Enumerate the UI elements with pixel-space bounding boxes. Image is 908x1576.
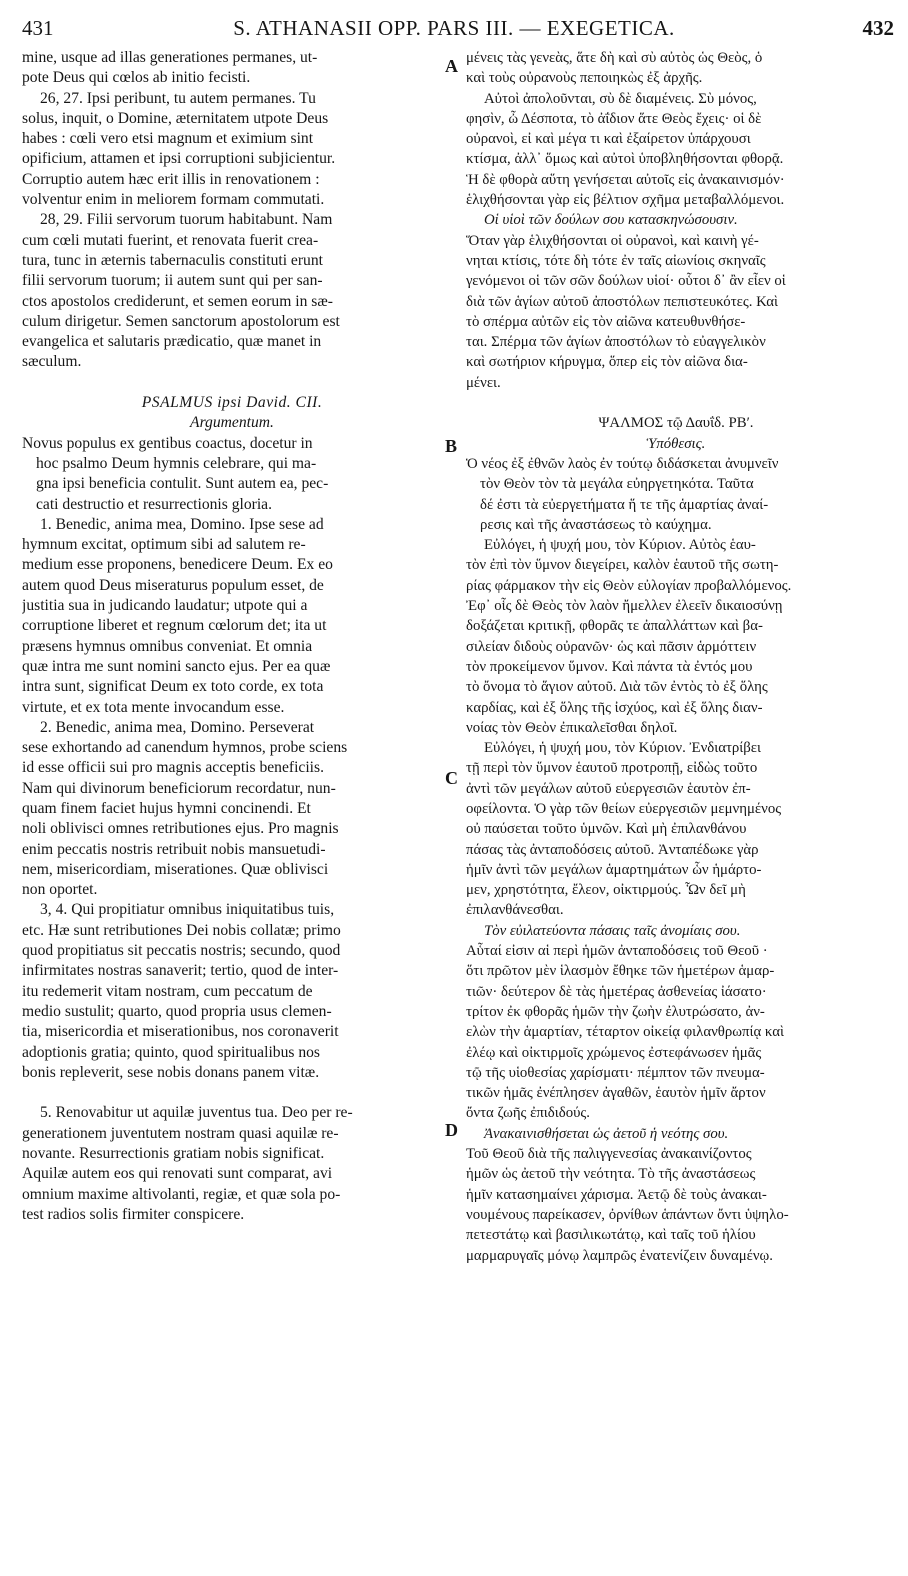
greek-psalm-heading: ΨΑΛΜΟΣ τῷ Δαυΐδ. ΡΒʹ. xyxy=(598,415,754,432)
greek-line: Ἀνακαινισθήσεται ὡς ἀετοῦ ἡ νεότης σου. xyxy=(484,1125,729,1142)
greek-line: Αὐτοὶ ἀπολοῦνται, σὺ δὲ διαμένεις. Σὺ μόνος, xyxy=(484,90,757,107)
greek-line: τὸν ἐπὶ τὸν ὕμνον διεγείρει, καλὸν ἑαυτοῦ τῆς σωτη- xyxy=(466,557,779,574)
latin-line: tia, misericordia et miserationibus, nos coronaverit xyxy=(22,1023,339,1041)
greek-line: τὸν προκείμενον ὕμνον. Καὶ πάντα τὰ ἐντός μου xyxy=(466,658,753,675)
greek-line: ἀντὶ τῶν μεγάλων αὐτοῦ εὐεργεσιῶν ἑαυτὸν ἐπ- xyxy=(466,780,751,797)
greek-line: ρεσις καὶ τῆς ἀναστάσεως τὸ καύχημα. xyxy=(480,516,712,533)
latin-line: quod propitiatus sit peccatis nostris; secundo, quod xyxy=(22,942,341,960)
greek-line: γενόμενοι οἱ τῶν σῶν δούλων υἱοί· οὗτοι δ᾽ ἂν εἶεν οἱ xyxy=(466,273,786,290)
greek-line: σιλείαν διδοὺς οὐρανῶν· ὡς καὶ πᾶσιν ἁρμόττειν xyxy=(466,638,757,655)
greek-line: νουμένους παρείκασεν, ὀρνίθων ἁπάντων ὄντι ὑψηλο- xyxy=(466,1206,789,1223)
latin-line: infirmitates nostras sanaverit; tertio, quod de inter- xyxy=(22,962,339,980)
latin-line: 5. Renovabitur ut aquilæ juventus tua. Deo per re- xyxy=(40,1104,353,1122)
latin-line: pote Deus qui cœlos ab initio fecisti. xyxy=(22,69,251,87)
greek-line: ἐπιλανθάνεσθαι. xyxy=(466,902,564,919)
greek-line: τικῶν ἡμᾶς ἐνέπλησεν ἀγαθῶν, ἑαυτὸν ἡμῖν ἄρτον xyxy=(466,1085,766,1102)
greek-line: πετεστάτῳ καὶ βασιλικωτάτῳ, καὶ ταῖς τοῦ ἡλίου xyxy=(466,1227,756,1244)
latin-line: culum dirigetur. Semen sanctorum apostolorum est xyxy=(22,312,340,330)
margin-marker-d: D xyxy=(445,1120,458,1140)
greek-line: Ἐφ᾽ οἷς δὲ Θεὸς τὸν λαὸν ἤμελλεν ἐλεεῖν δικαιοσύνῃ xyxy=(466,598,783,615)
latin-column xyxy=(22,48,442,1225)
latin-line: intra sunt, significat Deum ex toto corde, ex tota xyxy=(22,678,324,696)
latin-line: 1. Benedic, anima mea, Domino. Ipse sese ad xyxy=(40,515,324,533)
greek-line: τῷ τῆς υἱοθεσίας χαρίσματι· πέμπτον τῶν πνευμα- xyxy=(466,1064,765,1081)
latin-line: præsens hymnus omnibus conveniat. Et omnia xyxy=(22,637,313,655)
greek-line: Τοῦ Θεοῦ διὰ τῆς παλιγγενεσίας ἀνακαινίζοντος xyxy=(466,1146,752,1163)
latin-line: filii servorum tuorum; ii autem sunt qui per san- xyxy=(22,272,323,290)
greek-line: τὸ ὄνομα τὸ ἅγιον αὐτοῦ. Διὰ τῶν ἐντὸς τὸ ἐξ ὅλης xyxy=(466,679,768,696)
latin-line: nem, misericordiam, miserationes. Quæ oblivisci xyxy=(22,860,329,878)
greek-line: ἐλέῳ καὶ οἰκτιρμοῖς χρώμενος ἐστεφάνωσεν ἡμᾶς xyxy=(466,1044,762,1061)
latin-line: virtute, et ex tota mente invocandum esse. xyxy=(22,698,285,716)
latin-line: Corruptio autem hæc erit illis in renovationem : xyxy=(22,170,320,188)
latin-line: Aquilæ autem eos qui renovati sunt comparat, avi xyxy=(22,1165,333,1183)
greek-line: μένει. xyxy=(466,374,501,391)
greek-line: Αὗταί εἰσιν αἱ περὶ ἡμῶν ἀνταποδόσεις τοῦ Θεοῦ · xyxy=(466,943,768,960)
latin-line: hoc psalmo Deum hymnis celebrare, qui ma- xyxy=(36,454,317,472)
greek-line: ὄντα ζωῆς ἐπιδιδούς. xyxy=(466,1105,590,1122)
page-number-left: 431 xyxy=(22,16,54,40)
greek-line: Εὐλόγει, ἡ ψυχή μου, τὸν Κύριον. Ἐνδιατρίβει xyxy=(484,740,762,757)
latin-line: omnium maxime altivolanti, regiæ, et quæ sola po- xyxy=(22,1185,341,1203)
latin-line: evangelica et salutaris prædicatio, quæ manet in xyxy=(22,333,322,351)
greek-line: ρίας φάρμακον τὴν εἰς Θεὸν εὐλογίαν προβαλλόμενος. xyxy=(466,577,792,594)
greek-line: τρίτον ἐκ φθορᾶς ἡμῶν τὴν ζωὴν ἐλυτρώσατο, ἀν- xyxy=(466,1003,765,1020)
latin-line: cati destructio et resurrectionis gloria. xyxy=(36,495,272,513)
greek-line: Ὁ νέος ἐξ ἐθνῶν λαὸς ἐν τούτῳ διδάσκεται ἀνυμνεῖν xyxy=(466,455,779,472)
greek-line: δοξάζεται κριτικῇ, φθορᾶς τε ἀπαλλάττων καὶ βα- xyxy=(466,618,763,635)
latin-line: test radios solis firmiter conspicere. xyxy=(22,1205,245,1223)
greek-line: καὶ σωτήριον κήρυγμα, ὅπερ εἰς τὸν αἰῶνα δια- xyxy=(466,354,748,371)
greek-line: μεν, χρηστότητα, ἔλεον, οἰκτιρμούς. Ὧν δεῖ μὴ xyxy=(466,882,746,899)
latin-line: id esse officii sui pro magnis acceptis beneficiis. xyxy=(22,759,324,777)
greek-line: καρδίας, καὶ ἐξ ὅλης τῆς ἰσχύος, καὶ ἐξ ὅλης διαν- xyxy=(466,699,763,716)
greek-line: τὸ σπέρμα αὐτῶν εἰς τὸν αἰῶνα κατευθυνθήσε- xyxy=(466,313,746,330)
latin-line: sese exhortando ad canendum hymnos, probe sciens xyxy=(22,739,348,757)
latin-line: solus, inquit, o Domine, æternitatem utpote Deus xyxy=(22,109,329,127)
greek-line: διὰ τῶν ἁγίων αὐτοῦ ἀποστόλων πεπιστευκότες. Καὶ xyxy=(466,293,778,310)
greek-line: δέ ἐστι τὰ εὐεργετήματα ἥ τε τῆς ἁμαρτίας ἀναί- xyxy=(480,496,769,513)
greek-line: τιῶν· δεύτερον δὲ τὰς ἡμετέρας ἀσθενείας ἰάσατο· xyxy=(466,983,767,1000)
greek-line: ελὼν τὴν ἁμαρτίαν, τέταρτον οἰκείᾳ φιλανθρωπίᾳ καὶ xyxy=(466,1024,784,1041)
latin-line: opificium, attamen et ipsi corruptioni subjicientur. xyxy=(22,150,336,168)
latin-line: habes : cœli vero etsi magnum et eximium sint xyxy=(22,130,314,148)
page-number-right: 432 xyxy=(862,16,894,40)
greek-line: τὸν Θεὸν τὸν τὰ μεγάλα εὐηργετηκότα. Ταῦτα xyxy=(480,476,754,493)
latin-line: enim peccatis nostris retribuit nobis mansuetudi- xyxy=(22,840,326,858)
greek-line: Τὸν εὐιλατεύοντα πάσαις ταῖς ἀνομίαις σου. xyxy=(484,922,741,939)
latin-line: ctos apostolos crediderunt, et semen eorum in sæ- xyxy=(22,292,333,310)
greek-line: Ἡ δὲ φθορὰ αὕτη γενήσεται αὐτοῖς εἰς ἀνακαινισμόν· xyxy=(466,171,785,188)
latin-line: novante. Resurrectionis gratiam nobis significat. xyxy=(22,1145,325,1163)
latin-line: quam finem faciet hujus hymni concinendi. Et xyxy=(22,799,311,817)
latin-line: etc. Hæ sunt retributiones Dei nobis collatæ; primo xyxy=(22,921,341,939)
latin-line: non oportet. xyxy=(22,881,98,899)
margin-marker-a: A xyxy=(445,56,458,76)
latin-line: Novus populus ex gentibus coactus, docetur in xyxy=(22,434,313,452)
greek-line: Ὅταν γὰρ ἑλιχθήσονται οἱ οὐρανοὶ, καὶ καινὴ γέ- xyxy=(466,232,759,249)
latin-line: 2. Benedic, anima mea, Domino. Perseverat xyxy=(40,718,315,736)
latin-line: Nam qui divinorum beneficiorum recordatur, nun- xyxy=(22,779,336,797)
greek-line: ἡμῖν κατασημαίνει χάρισμα. Ἀετῷ δὲ τοὺς ἀνακαι- xyxy=(466,1186,767,1203)
greek-line: ἡμῶν ὡς ἀετοῦ τὴν νεότητα. Τὸ τῆς ἀναστάσεως xyxy=(466,1166,756,1183)
greek-line: ἡμῖν ἀντὶ τῶν μεγάλων ἁμαρτημάτων ὧν ἡμάρτο- xyxy=(466,861,762,878)
latin-line: noli oblivisci omnes retributiones ejus. Pro magnis xyxy=(22,820,339,838)
latin-line: gna ipsi beneficia contulit. Sunt autem ea, pec- xyxy=(36,475,329,493)
latin-line: adoptionis gratia; quinto, quod spiritualibus nos xyxy=(22,1043,320,1061)
latin-line: medium esse proponens, benedicere Deum. Ex eo xyxy=(22,556,333,574)
greek-line: νοίας τὸν Θεὸν ἐπικαλεῖσθαι δηλοῖ. xyxy=(466,719,678,736)
latin-line: 28, 29. Filii servorum tuorum habitabunt. Nam xyxy=(40,211,333,229)
latin-argumentum-heading: Argumentum. xyxy=(190,414,274,432)
greek-line: Οἱ υἱοὶ τῶν δούλων σου κατασκηνώσουσιν. xyxy=(484,212,738,229)
greek-line: οὐ παύσεται τοῦτο ὑμνῶν. Καὶ μὴ ἐπιλανθάνου xyxy=(466,821,747,838)
greek-line: ὅτι πρῶτον μὲν ἱλασμὸν ἔθηκε τῶν ἡμετέρων ἁμαρ- xyxy=(466,963,775,980)
latin-line: tura, tunc in æternis tabernaculis constituti erunt xyxy=(22,251,323,269)
greek-line: οφείλοντα. Ὁ γὰρ τῶν θείων εὐεργεσιῶν μεμνημένος xyxy=(466,800,782,817)
greek-line: καὶ τοὺς οὐρανοὺς πεποιηκὼς ἐξ ἀρχῆς. xyxy=(466,70,703,87)
margin-marker-b: B xyxy=(445,436,458,456)
greek-line: τῇ περὶ τὸν ὕμνον ἑαυτοῦ προτροπῇ, εἰδὼς τοῦτο xyxy=(466,760,758,777)
greek-line: νηται κτίσις, τότε δὴ τότε ἐν ταῖς αἰωνίοις σκηναῖς xyxy=(466,252,766,269)
greek-line: μένεις τὰς γενεὰς, ἅτε δὴ καὶ σὺ αὐτὸς ὡς Θεὸς, ὁ xyxy=(466,50,763,66)
latin-line: volventur enim in meliorem formam commutati. xyxy=(22,191,325,209)
latin-line: mine, usque ad illas generationes permanes, ut- xyxy=(22,49,318,66)
latin-line: quæ intra me sunt nomini sancto ejus. Per ea quæ xyxy=(22,657,331,675)
greek-line: μαρμαρυγαῖς μόνῳ λαμπρῶς ἐνατενίζειν δυναμένῳ. xyxy=(466,1247,773,1264)
greek-line: κτίσμα, ἀλλ᾽ ὅμως καὶ αὐτοὶ ὑποβληθήσονται φθορᾷ. xyxy=(466,151,784,168)
margin-marker-c: C xyxy=(445,768,458,788)
latin-line: sæculum. xyxy=(22,353,82,371)
greek-line: ται. Σπέρμα τῶν ἁγίων ἀποστόλων τὸ εὐαγγελικὸν xyxy=(466,334,766,351)
page-header xyxy=(0,10,908,44)
latin-line: hymnum excitat, optimum sibi ad salutem re- xyxy=(22,536,306,554)
greek-line: οὐρανοὶ, εἰ καὶ μέγα τι καὶ ἐξαίρετον ὑπάρχουσι xyxy=(466,131,751,148)
latin-psalm-heading: PSALMUS ipsi David. CII. xyxy=(141,394,323,412)
latin-line: 3, 4. Qui propitiatur omnibus iniquitatibus tuis, xyxy=(40,901,335,919)
greek-line: φησὶν, ὦ Δέσποτα, τὸ ἀΐδιον ἅτε Θεὸς ἔχεις· οἱ δὲ xyxy=(466,110,762,127)
greek-line: Εὐλόγει, ἡ ψυχή μου, τὸν Κύριον. Αὐτὸς ἑαυ- xyxy=(484,537,756,554)
latin-line: medio sustulit; quarto, quod propria usus clemen- xyxy=(22,1002,332,1020)
latin-line: 26, 27. Ipsi peribunt, tu autem permanes. Tu xyxy=(40,89,316,107)
latin-line: itu redemerit vitam nostram, cum peccatum de xyxy=(22,982,313,1000)
latin-line: autem quod Deus miseraturus populum esset, de xyxy=(22,576,324,594)
greek-hypothesis-heading: Ὑπόθεσις. xyxy=(646,435,706,452)
latin-line: justitia sua in judicando laudatur; utpote qui a xyxy=(22,597,308,615)
latin-line: cum cœli mutati fuerint, et renovata fuerit crea- xyxy=(22,231,319,249)
latin-line: corruptione liberet et regnum cœlorum det; ita ut xyxy=(22,617,327,635)
running-title: S. ATHANASII OPP. PARS III. — EXEGETICA. xyxy=(233,16,675,40)
greek-line: πάσας τὰς ἀνταποδόσεις αὐτοῦ. Ἀνταπέδωκε γὰρ xyxy=(466,841,759,858)
latin-line: generationem juventutem nostram quasi aquilæ re- xyxy=(22,1124,339,1142)
greek-column xyxy=(466,48,886,1266)
latin-line: bonis repleverit, sese nobis donans panem vitæ. xyxy=(22,1063,320,1081)
greek-line: ἑλιχθήσονται γὰρ εἰς βέλτιον σχῆμα μεταβαλλόμενοι. xyxy=(466,192,785,209)
